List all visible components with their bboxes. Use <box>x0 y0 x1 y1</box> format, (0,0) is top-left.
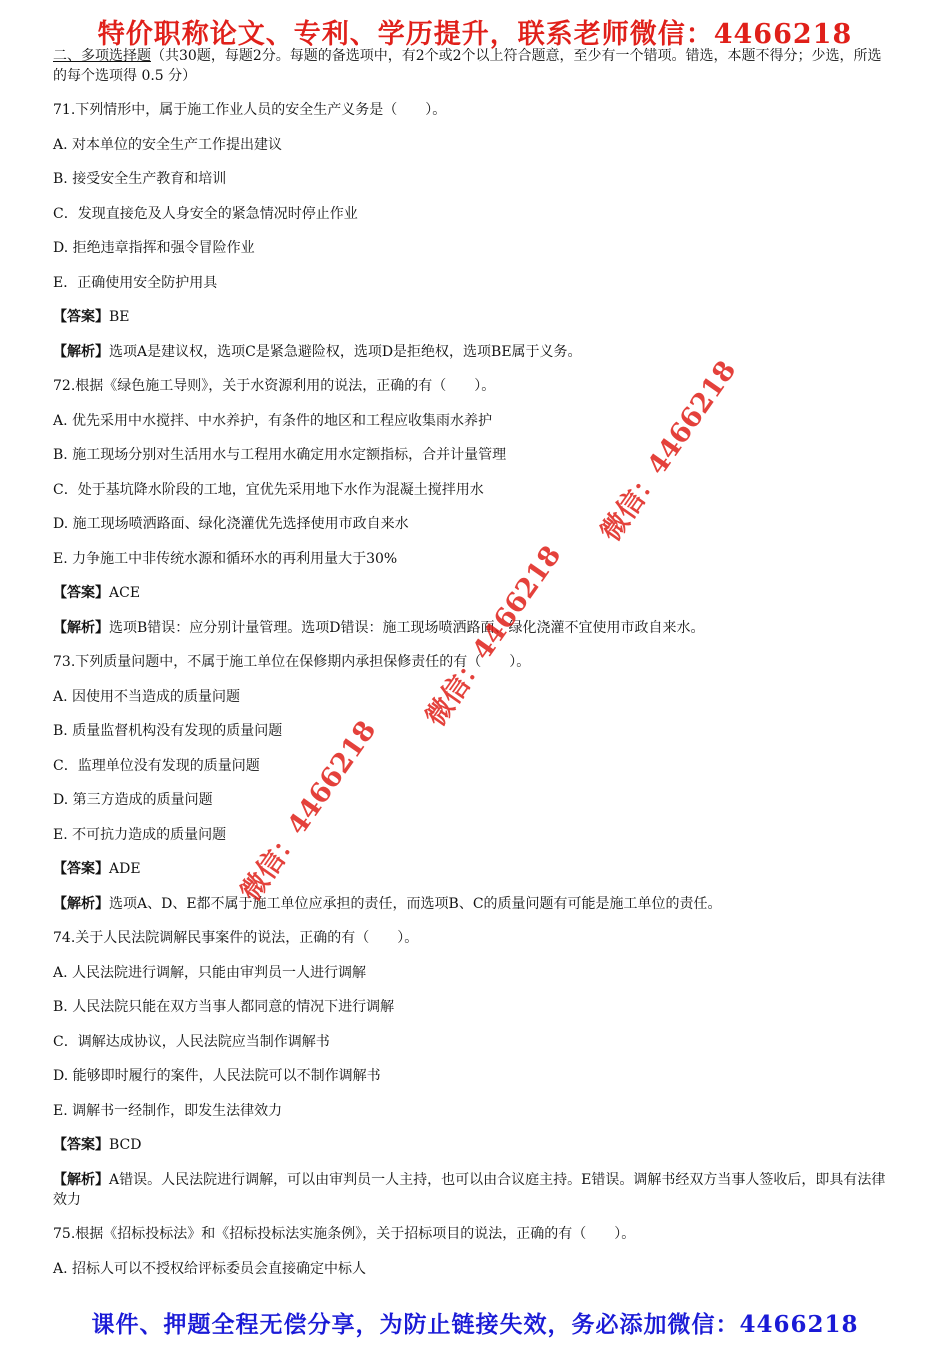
analysis <box>53 894 893 914</box>
question-stem: 75.根据《招标投标法》和《招标投标法实施条例》，关于招标项目的说法，正确的有（ ）。 <box>53 1226 636 1242</box>
answer <box>53 1135 893 1155</box>
option-e: E. 力争施工中非传统水源和循环水的再利用量大于30% <box>53 550 398 567</box>
answer-tag: 【答案】 <box>53 1137 109 1153</box>
question-stem: 72.根据《绿色施工导则》，关于水资源利用的说法，正确的有（ ）。 <box>53 378 496 394</box>
option-a: A. 招标人可以不授权给评标委员会直接确定中标人 <box>53 1260 367 1277</box>
analysis-text: A错误。人民法院进行调解，可以由审判员一人主持，也可以由合议庭主持。E错误。调解书经双方当事人签收后，即具有法律效力 <box>53 1171 886 1208</box>
analysis <box>53 1170 893 1210</box>
analysis-text: 选项A是建议权，选项C是紧急避险权，选项D是拒绝权，选项BE属于义务。 <box>109 343 582 360</box>
option-c: C．发现直接危及人身安全的紧急情况时停止作业 <box>53 205 358 222</box>
answer-value: ADE <box>109 861 141 877</box>
option-e: E. 不可抗力造成的质量问题 <box>53 826 227 843</box>
watermark: 微信：4466218 <box>420 540 568 733</box>
answer-tag: 【答案】 <box>53 309 109 325</box>
answer-tag: 【答案】 <box>53 861 109 877</box>
analysis <box>53 342 893 362</box>
option-e: E．正确使用安全防护用具 <box>53 274 218 291</box>
watermark: 微信：4466218 <box>235 715 383 908</box>
section-title: 二、多项选择题 <box>53 48 151 64</box>
option-d: D. 施工现场喷洒路面、绿化浇灌优先选择使用市政自来水 <box>53 516 409 532</box>
answer <box>53 307 893 327</box>
analysis-tag: 【解析】 <box>53 343 109 360</box>
answer <box>53 859 893 879</box>
section-description: （共30题，每题2分。每题的备选项中，有2个或2个以上符合题意，至少有一个错项。错选，本题不得分；少选，所选的每个选项得 0.5 分） <box>53 48 882 84</box>
answer <box>53 583 893 603</box>
question-stem: 71.下列情形中，属于施工作业人员的安全生产义务是（ ）。 <box>53 102 447 118</box>
answer-value: BE <box>109 309 130 325</box>
analysis-tag: 【解析】 <box>53 895 109 912</box>
option-a: A. 对本单位的安全生产工作提出建议 <box>53 136 283 153</box>
option-b: B. 接受安全生产教育和培训 <box>53 171 227 187</box>
header-banner: 特价职称论文、专利、学历提升，联系老师微信：4466218 <box>97 19 853 50</box>
option-b: B. 人民法院只能在双方当事人都同意的情况下进行调解 <box>53 999 395 1015</box>
analysis-tag: 【解析】 <box>53 1171 109 1188</box>
option-a: A. 人民法院进行调解，只能由审判员一人进行调解 <box>53 964 367 981</box>
analysis-text: 选项A、D、E都不属于施工单位应承担的责任，而选项B、C的质量问题有可能是施工单位的责任。 <box>109 895 722 912</box>
option-b: B. 质量监督机构没有发现的质量问题 <box>53 723 283 739</box>
question-stem: 74.关于人民法院调解民事案件的说法，正确的有（ ）。 <box>53 930 419 946</box>
footer-banner: 课件、押题全程无偿分享，为防止链接失效，务必添加微信：4466218 <box>91 1311 859 1338</box>
option-a: A. 因使用不当造成的质量问题 <box>53 688 241 705</box>
option-b: B. 施工现场分别对生活用水与工程用水确定用水定额指标，合并计量管理 <box>53 447 507 463</box>
option-c: C．处于基坑降水阶段的工地，宜优先采用地下水作为混凝土搅拌用水 <box>53 481 484 498</box>
answer-value: ACE <box>109 585 141 601</box>
watermark: 微信：4466218 <box>595 355 743 548</box>
option-e: E. 调解书一经制作，即发生法律效力 <box>53 1102 283 1119</box>
question-stem: 73.下列质量问题中，不属于施工单位在保修期内承担保修责任的有（ ）。 <box>53 654 531 670</box>
option-c: C．监理单位没有发现的质量问题 <box>53 757 260 774</box>
option-d: D. 第三方造成的质量问题 <box>53 792 213 808</box>
option-d: D. 能够即时履行的案件，人民法院可以不制作调解书 <box>53 1068 381 1084</box>
option-c: C．调解达成协议，人民法院应当制作调解书 <box>53 1033 330 1050</box>
section-header <box>53 46 893 86</box>
analysis-text: 选项B错误：应分别计量管理。选项D错误：施工现场喷洒路面、绿化浇灌不宜使用市政自来水。 <box>109 619 705 636</box>
answer-value: BCD <box>109 1137 142 1153</box>
analysis-tag: 【解析】 <box>53 619 109 636</box>
option-d: D. 拒绝违章指挥和强令冒险作业 <box>53 240 255 256</box>
option-a: A. 优先采用中水搅拌、中水养护，有条件的地区和工程应收集雨水养护 <box>53 412 493 429</box>
answer-tag: 【答案】 <box>53 585 109 601</box>
